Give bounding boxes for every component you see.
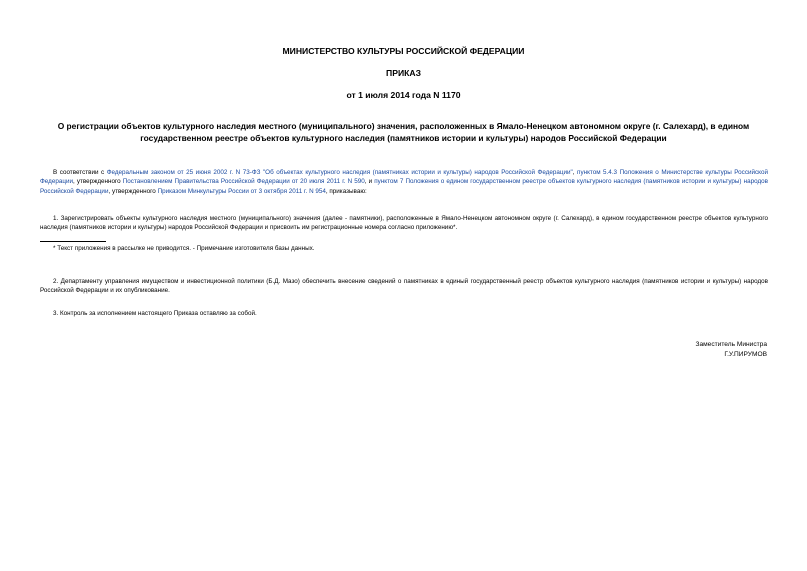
ministry-heading: МИНИСТЕРСТВО КУЛЬТУРЫ РОССИЙСКОЙ ФЕДЕРАЦИИ	[282, 46, 525, 56]
doc-title: О регистрации объектов культурного наследия местного (муниципального) значения, расположенных в Ямало-Ненецком автономном округе (г. Салехард), в едином государственном реестре объектов культурного наследия (памятников истории и культуры) народов Российской Федерации	[57, 121, 750, 143]
item-1-paragraph: 1. Зарегистрировать объекты культурного наследия местного (муниципального) значения (далее - памятники), расположенные в Ямало-Ненецком автономном округе (г. Салехард), в едином государственном реестре объектов культурного наследия (памятников истории и культуры) народов Российской Федерации и присвоить им регистрационные номера согласно приложению*.	[40, 215, 768, 232]
item-3-paragraph: 3. Контроль за исполнением настоящего Приказа оставляю за собой.	[53, 310, 257, 317]
doc-type-heading: ПРИКАЗ	[386, 68, 421, 78]
ministry-regulation-link[interactable]: пунктом 5.4.3 Положения о Министерстве культуры Российской Федерации	[40, 169, 769, 186]
preamble-text: , и	[364, 178, 375, 186]
doc-date-number: от 1 июля 2014 года N 1170	[346, 90, 461, 100]
footnote-divider	[40, 241, 106, 242]
signature-name: Г.У.ПИРУМОВ	[724, 351, 767, 358]
preamble-text: В соответствии с	[53, 169, 107, 176]
government-decree-link[interactable]: Постановлением Правительства Российской Федерации от 20 июля 2011 г. N 590	[122, 178, 365, 186]
preamble-paragraph	[40, 168, 768, 196]
signature-position: Заместитель Министра	[695, 341, 767, 348]
ministry-order-link[interactable]: Приказом Минкультуры России от 3 октября 2011 г. N 954	[157, 187, 326, 195]
preamble-text: ,	[572, 169, 578, 176]
federal-law-link[interactable]: Федеральным законом от 25 июня 2002 г. N 73-ФЗ "Об объектах культурного наследия (памятниках истории и культуры) народов Российской Федерации"	[106, 169, 573, 176]
preamble-text: , приказываю:	[325, 187, 367, 195]
footnote-text: * Текст приложения в рассылке не приводится. - Примечание изготовителя базы данных.	[53, 245, 315, 252]
preamble-text: , утвержденного	[72, 178, 123, 186]
item-2-paragraph: 2. Департаменту управления имуществом и инвестиционной политики (Б.Д. Мазо) обеспечить внесение сведений о памятниках в единый государственный реестр объектов культурного наследия (памятников истории и культуры) народов Российской Федерации и их опубликование.	[40, 278, 768, 295]
preamble-text: , утвержденного	[108, 187, 158, 195]
registry-regulation-link[interactable]: пунктом 7 Положения о едином государственном реестре объектов культурного наследия (памятников истории и культуры) народов Российской Федерации	[40, 178, 768, 195]
